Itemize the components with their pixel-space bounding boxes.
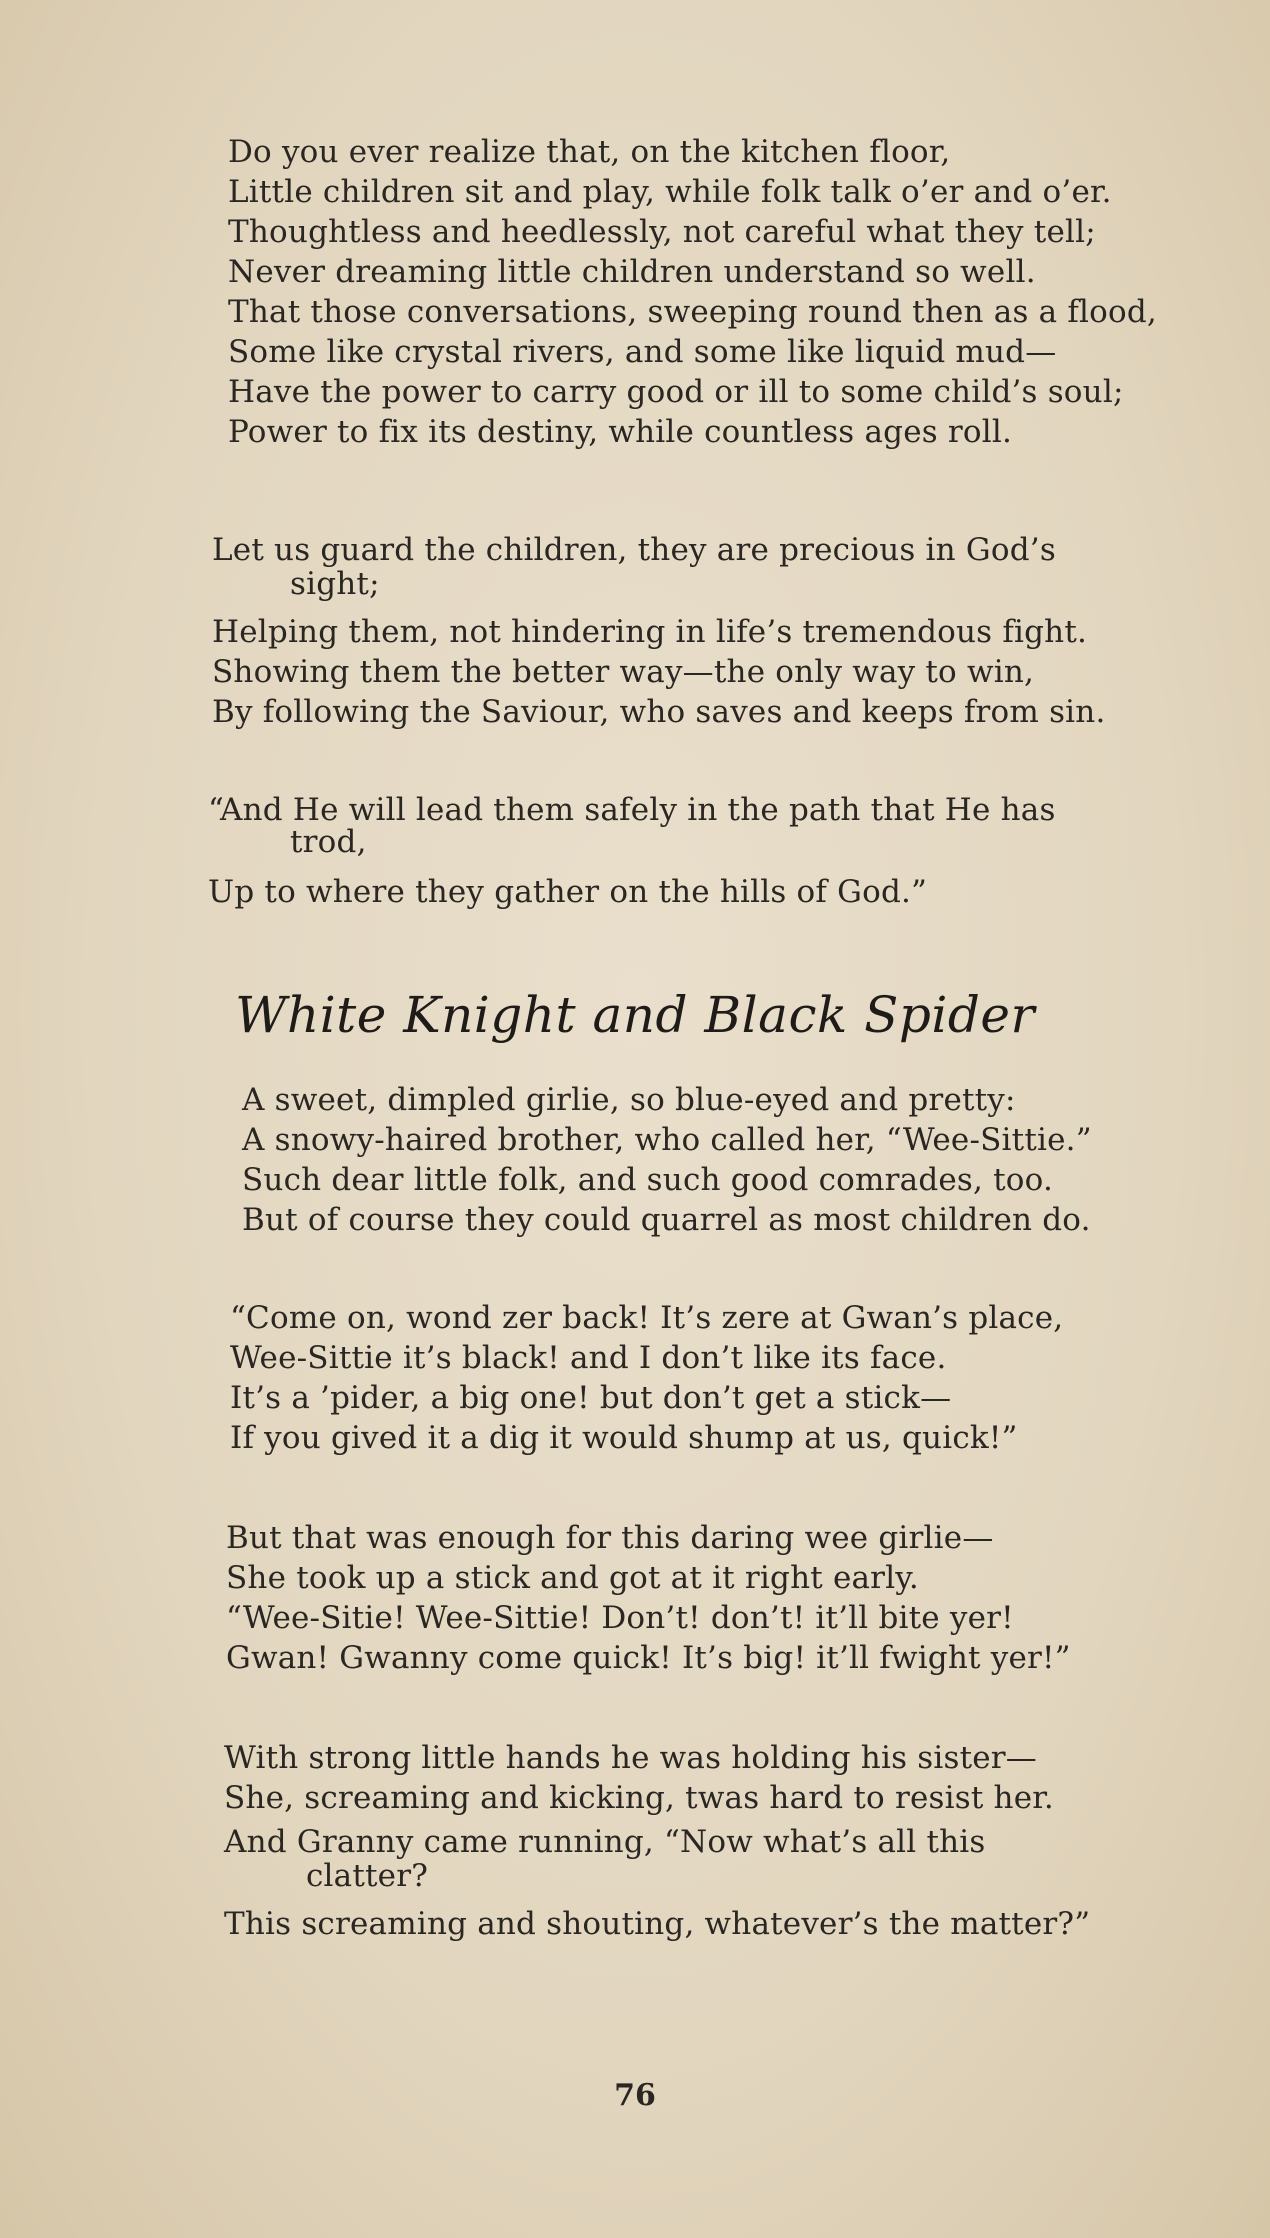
poem-line: This screaming and shouting, whatever’s the matter?” xyxy=(224,1906,1091,1942)
poem-line: But that was enough for this daring wee girlie— xyxy=(226,1520,994,1556)
poem-line: sight; xyxy=(290,566,380,602)
poem-line: If you gived it a dig it would shump at us, quick!” xyxy=(230,1420,1018,1456)
poem-line: Let us guard the children, they are precious in God’s xyxy=(212,532,1056,568)
poem-line: Such dear little folk, and such good comrades, too. xyxy=(242,1162,1054,1198)
poem-line: She took up a stick and got at it right early. xyxy=(226,1560,919,1596)
poem-line: clatter? xyxy=(306,1858,429,1894)
poem-title: White Knight and Black Spider xyxy=(235,986,1035,1044)
poem-line: Little children sit and play, while folk talk o’er and o’er. xyxy=(228,174,1112,210)
poem-line: Wee-Sittie it’s black! and I don’t like its face. xyxy=(230,1340,947,1376)
poem-line: Never dreaming little children understand so well. xyxy=(228,254,1036,290)
poem-line: Showing them the better way—the only way to win, xyxy=(212,654,1035,690)
poem-line: Some like crystal rivers, and some like liquid mud— xyxy=(228,334,1057,370)
poem-line: She, screaming and kicking, twas hard to resist her. xyxy=(224,1780,1054,1816)
poem-line: Gwan! Gwanny come quick! It’s big! it’ll fwight yer!” xyxy=(226,1640,1071,1676)
poem-line: With strong little hands he was holding his sister— xyxy=(224,1740,1038,1776)
poem-line: A snowy-haired brother, who called her, “Wee-Sittie.” xyxy=(242,1122,1092,1158)
poem-line: Up to where they gather on the hills of God.” xyxy=(208,874,928,910)
poem-line: Have the power to carry good or ill to some child’s soul; xyxy=(228,374,1124,410)
poem-line: Helping them, not hindering in life’s tremendous fight. xyxy=(212,614,1088,650)
poem-line: “Wee-Sitie! Wee-Sittie! Don’t! don’t! it’ll bite yer! xyxy=(226,1600,1014,1636)
poem-line: By following the Saviour, who saves and keeps from sin. xyxy=(212,694,1106,730)
poem-line: Thoughtless and heedlessly, not careful what they tell; xyxy=(228,214,1096,250)
poem-line: “Come on, wond zer back! It’s zere at Gwan’s place, xyxy=(230,1300,1064,1336)
poem-line: And Granny came running, “Now what’s all this xyxy=(224,1824,986,1860)
poem-line: Do you ever realize that, on the kitchen floor, xyxy=(228,134,951,170)
poem-line: “And He will lead them safely in the path that He has xyxy=(208,792,1056,828)
poem-line: A sweet, dimpled girlie, so blue-eyed and pretty: xyxy=(242,1082,1016,1118)
page-number: 76 xyxy=(614,2078,656,2113)
poem-line: That those conversations, sweeping round then as a flood, xyxy=(228,294,1157,330)
poem-line: It’s a ’pider, a big one! but don’t get a stick— xyxy=(230,1380,952,1416)
poem-line: But of course they could quarrel as most children do. xyxy=(242,1202,1091,1238)
poem-line: trod, xyxy=(290,824,367,860)
poem-line: Power to fix its destiny, while countless ages roll. xyxy=(228,414,1013,450)
